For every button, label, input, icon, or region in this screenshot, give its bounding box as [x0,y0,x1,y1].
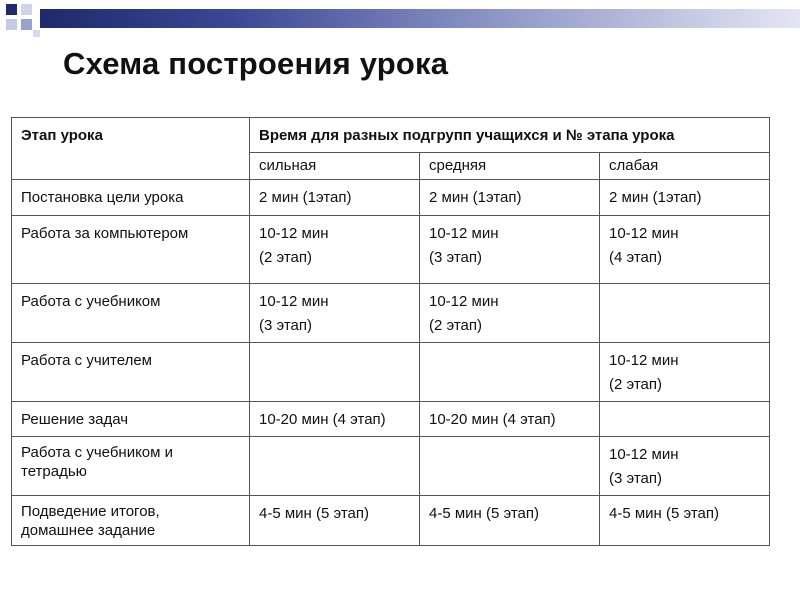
decorative-square [21,4,32,15]
stage-cell: Подведение итогов, домашнее задание [12,496,250,546]
strong-cell: 2 мин (1этап) [250,180,420,216]
weak-cell [600,402,770,437]
medium-cell [420,437,600,496]
table-row [12,437,770,496]
decorative-square [21,19,32,30]
table-row [12,343,770,402]
weak-cell: 4-5 мин (5 этап) [600,496,770,546]
stage-cell: Работа с учебником [12,284,250,343]
table-row [12,180,770,216]
weak-cell: 10-12 мин (3 этап) [600,437,770,496]
group-header-weak: слабая [600,153,770,180]
strong-cell: 10-12 мин (2 этап) [250,216,420,284]
strong-cell: 10-12 мин (3 этап) [250,284,420,343]
decorative-square [6,4,17,15]
medium-cell [420,343,600,402]
stage-cell: Работа с учебником и тетрадью [12,437,250,496]
stage-cell: Работа за компьютером [12,216,250,284]
group-header-medium: средняя [420,153,600,180]
strong-cell [250,343,420,402]
decorative-square [33,30,40,37]
group-header-strong: сильная [250,153,420,180]
table-header-row [12,118,770,153]
time-column-header: Время для разных подгрупп учащихся и № этапа урока [250,118,770,153]
table-row [12,284,770,343]
stage-cell: Работа с учителем [12,343,250,402]
medium-cell: 2 мин (1этап) [420,180,600,216]
strong-cell [250,437,420,496]
strong-cell: 4-5 мин (5 этап) [250,496,420,546]
slide-title: Схема построения урока [63,46,449,81]
header-band [40,9,800,28]
decorative-square [6,19,17,30]
table-row [12,216,770,284]
medium-cell: 10-12 мин (3 этап) [420,216,600,284]
weak-cell: 10-12 мин (2 этап) [600,343,770,402]
weak-cell [600,284,770,343]
table-row [12,402,770,437]
strong-cell: 10-20 мин (4 этап) [250,402,420,437]
stage-cell: Решение задач [12,402,250,437]
medium-cell: 4-5 мин (5 этап) [420,496,600,546]
weak-cell: 2 мин (1этап) [600,180,770,216]
table-row [12,496,770,546]
medium-cell: 10-12 мин (2 этап) [420,284,600,343]
stage-column-header: Этап урока [12,118,250,180]
medium-cell: 10-20 мин (4 этап) [420,402,600,437]
stage-cell: Постановка цели урока [12,180,250,216]
weak-cell: 10-12 мин (4 этап) [600,216,770,284]
lesson-schedule-table [11,117,770,546]
